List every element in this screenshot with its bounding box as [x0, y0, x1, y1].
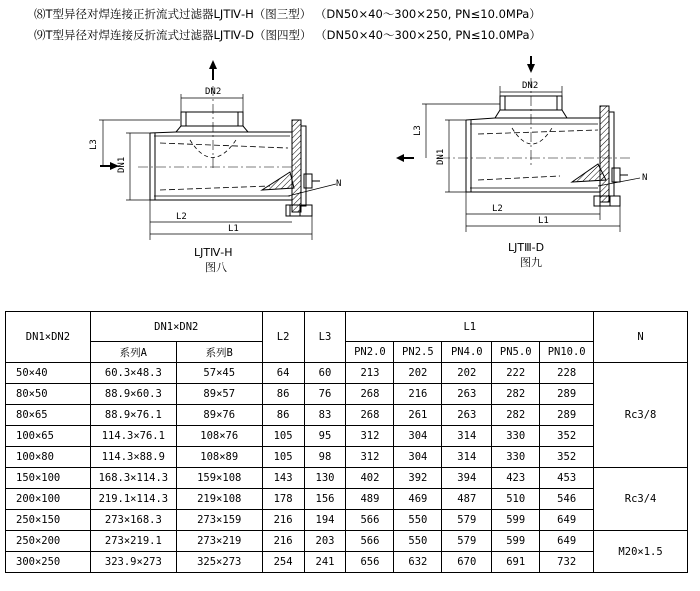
size-cell: 80×50	[6, 384, 91, 405]
series-a-cell: 273×219.1	[90, 531, 176, 552]
l1-cell: 566	[346, 531, 394, 552]
l1-cell: 599	[492, 510, 540, 531]
right-n-label: N	[642, 173, 648, 183]
l3-cell: 95	[304, 426, 346, 447]
header-n: N	[594, 312, 688, 363]
left-l3-label: L3	[89, 139, 99, 150]
l1-cell: 330	[492, 426, 540, 447]
l3-cell: 203	[304, 531, 346, 552]
l1-cell: 579	[442, 531, 492, 552]
series-b-cell: 273×159	[176, 510, 262, 531]
series-a-cell: 88.9×60.3	[90, 384, 176, 405]
l1-cell: 487	[442, 489, 492, 510]
l1-cell: 510	[492, 489, 540, 510]
l1-cell: 314	[442, 426, 492, 447]
l2-cell: 64	[262, 363, 304, 384]
l1-cell: 282	[492, 384, 540, 405]
table-row	[6, 384, 688, 405]
l1-cell: 216	[394, 384, 442, 405]
l2-cell: 143	[262, 468, 304, 489]
series-a-cell: 88.9×76.1	[90, 405, 176, 426]
l1-cell: 289	[540, 405, 594, 426]
l1-cell: 312	[346, 426, 394, 447]
l1-cell: 599	[492, 531, 540, 552]
l1-cell: 304	[394, 426, 442, 447]
table-row	[6, 468, 688, 489]
series-b-cell: 89×76	[176, 405, 262, 426]
l1-cell: 453	[540, 468, 594, 489]
left-dn2-label: DN2	[205, 87, 222, 97]
series-b-cell: 325×273	[176, 552, 262, 573]
l1-cell: 649	[540, 531, 594, 552]
size-cell: 250×200	[6, 531, 91, 552]
l1-cell: 228	[540, 363, 594, 384]
header-pn: PN10.0	[540, 342, 594, 363]
series-b-cell: 89×57	[176, 384, 262, 405]
table-row	[6, 489, 688, 510]
table-row	[6, 552, 688, 573]
l2-cell: 105	[262, 447, 304, 468]
outlet-arrow-up-icon	[209, 60, 217, 80]
size-cell: 100×65	[6, 426, 91, 447]
table-row	[6, 510, 688, 531]
header-series-b: 系列B	[176, 342, 262, 363]
l1-cell: 632	[394, 552, 442, 573]
right-l3-label: L3	[413, 125, 423, 136]
l1-cell: 202	[442, 363, 492, 384]
left-n-label: N	[336, 179, 342, 189]
size-cell: 250×150	[6, 510, 91, 531]
header-dn1xdn2: DN1×DN2	[6, 312, 91, 363]
series-a-cell: 219.1×114.3	[90, 489, 176, 510]
l2-cell: 216	[262, 531, 304, 552]
l3-cell: 76	[304, 384, 346, 405]
right-figure-caption: 图九	[520, 256, 542, 269]
size-cell: 300×250	[6, 552, 91, 573]
outlet-arrow-left-icon	[396, 154, 414, 162]
n-thread-cell: Rc3/8	[594, 363, 688, 468]
l1-cell: 579	[442, 510, 492, 531]
right-dn1-label: DN1	[436, 148, 446, 165]
l1-cell: 352	[540, 426, 594, 447]
series-b-cell: 108×89	[176, 447, 262, 468]
l2-cell: 105	[262, 426, 304, 447]
l1-cell: 649	[540, 510, 594, 531]
l1-cell: 222	[492, 363, 540, 384]
l1-cell: 263	[442, 405, 492, 426]
header-l2: L2	[262, 312, 304, 363]
l3-cell: 194	[304, 510, 346, 531]
l1-cell: 550	[394, 531, 442, 552]
header-l3: L3	[304, 312, 346, 363]
series-a-cell: 114.3×76.1	[90, 426, 176, 447]
right-model-caption: LJTⅢ-D	[508, 241, 545, 254]
header-series-a: 系列A	[90, 342, 176, 363]
l1-cell: 656	[346, 552, 394, 573]
series-a-cell: 168.3×114.3	[90, 468, 176, 489]
l1-cell: 546	[540, 489, 594, 510]
l1-cell: 263	[442, 384, 492, 405]
right-l1-label: L1	[538, 216, 549, 226]
left-l2-label: L2	[176, 212, 187, 222]
l3-cell: 60	[304, 363, 346, 384]
figure-right-drawing	[396, 56, 640, 232]
l3-cell: 156	[304, 489, 346, 510]
l3-cell: 98	[304, 447, 346, 468]
n-thread-cell: Rc3/4	[594, 468, 688, 531]
left-dn1-label: DN1	[117, 156, 127, 173]
series-b-cell: 108×76	[176, 426, 262, 447]
l1-cell: 392	[394, 468, 442, 489]
series-b-cell: 57×45	[176, 363, 262, 384]
l2-cell: 178	[262, 489, 304, 510]
l1-cell: 268	[346, 405, 394, 426]
left-figure-caption: 图八	[205, 261, 227, 274]
left-l1-label: L1	[228, 224, 239, 234]
header-l1: L1	[346, 312, 594, 342]
right-l2-label: L2	[492, 204, 503, 214]
l1-cell: 732	[540, 552, 594, 573]
l2-cell: 254	[262, 552, 304, 573]
l1-cell: 489	[346, 489, 394, 510]
series-a-cell: 114.3×88.9	[90, 447, 176, 468]
table-row	[6, 447, 688, 468]
l1-cell: 394	[442, 468, 492, 489]
dimension-table	[5, 311, 688, 573]
size-cell: 150×100	[6, 468, 91, 489]
l1-cell: 202	[394, 363, 442, 384]
series-a-cell: 60.3×48.3	[90, 363, 176, 384]
l1-cell: 304	[394, 447, 442, 468]
title-line-9: ⑼T型异径对焊连接反折流式过滤器LJTⅣ-D（图四型） （DN50×40～300×250, PN≤10.0MPa）	[34, 28, 541, 42]
left-model-caption: LJTⅣ-H	[194, 246, 233, 259]
l3-cell: 130	[304, 468, 346, 489]
l2-cell: 86	[262, 405, 304, 426]
table-row	[6, 405, 688, 426]
table-row	[6, 363, 688, 384]
size-cell: 100×80	[6, 447, 91, 468]
header-pn: PN2.5	[394, 342, 442, 363]
l1-cell: 691	[492, 552, 540, 573]
l1-cell: 402	[346, 468, 394, 489]
l1-cell: 352	[540, 447, 594, 468]
right-dn2-label: DN2	[522, 81, 539, 91]
header-dn1xdn2-group: DN1×DN2	[90, 312, 262, 342]
header-pn: PN2.0	[346, 342, 394, 363]
series-b-cell: 219×108	[176, 489, 262, 510]
header-pn: PN5.0	[492, 342, 540, 363]
size-cell: 200×100	[6, 489, 91, 510]
table-row	[6, 426, 688, 447]
l1-cell: 261	[394, 405, 442, 426]
l1-cell: 469	[394, 489, 442, 510]
title-line-8: ⑻T型异径对焊连接正折流式过滤器LJTⅣ-H（图三型） （DN50×40～300×250, PN≤10.0MPa）	[34, 7, 541, 21]
series-b-cell: 159×108	[176, 468, 262, 489]
l2-cell: 216	[262, 510, 304, 531]
inlet-arrow-down-icon	[527, 56, 535, 73]
header-pn: PN4.0	[442, 342, 492, 363]
l1-cell: 550	[394, 510, 442, 531]
l3-cell: 241	[304, 552, 346, 573]
l1-cell: 330	[492, 447, 540, 468]
series-b-cell: 273×219	[176, 531, 262, 552]
l1-cell: 213	[346, 363, 394, 384]
size-cell: 50×40	[6, 363, 91, 384]
l3-cell: 83	[304, 405, 346, 426]
l1-cell: 289	[540, 384, 594, 405]
l2-cell: 86	[262, 384, 304, 405]
n-thread-cell: M20×1.5	[594, 531, 688, 573]
l1-cell: 314	[442, 447, 492, 468]
table-row	[6, 531, 688, 552]
series-a-cell: 323.9×273	[90, 552, 176, 573]
l1-cell: 566	[346, 510, 394, 531]
l1-cell: 268	[346, 384, 394, 405]
l1-cell: 423	[492, 468, 540, 489]
l1-cell: 312	[346, 447, 394, 468]
l1-cell: 282	[492, 405, 540, 426]
series-a-cell: 273×168.3	[90, 510, 176, 531]
l1-cell: 670	[442, 552, 492, 573]
size-cell: 80×65	[6, 405, 91, 426]
